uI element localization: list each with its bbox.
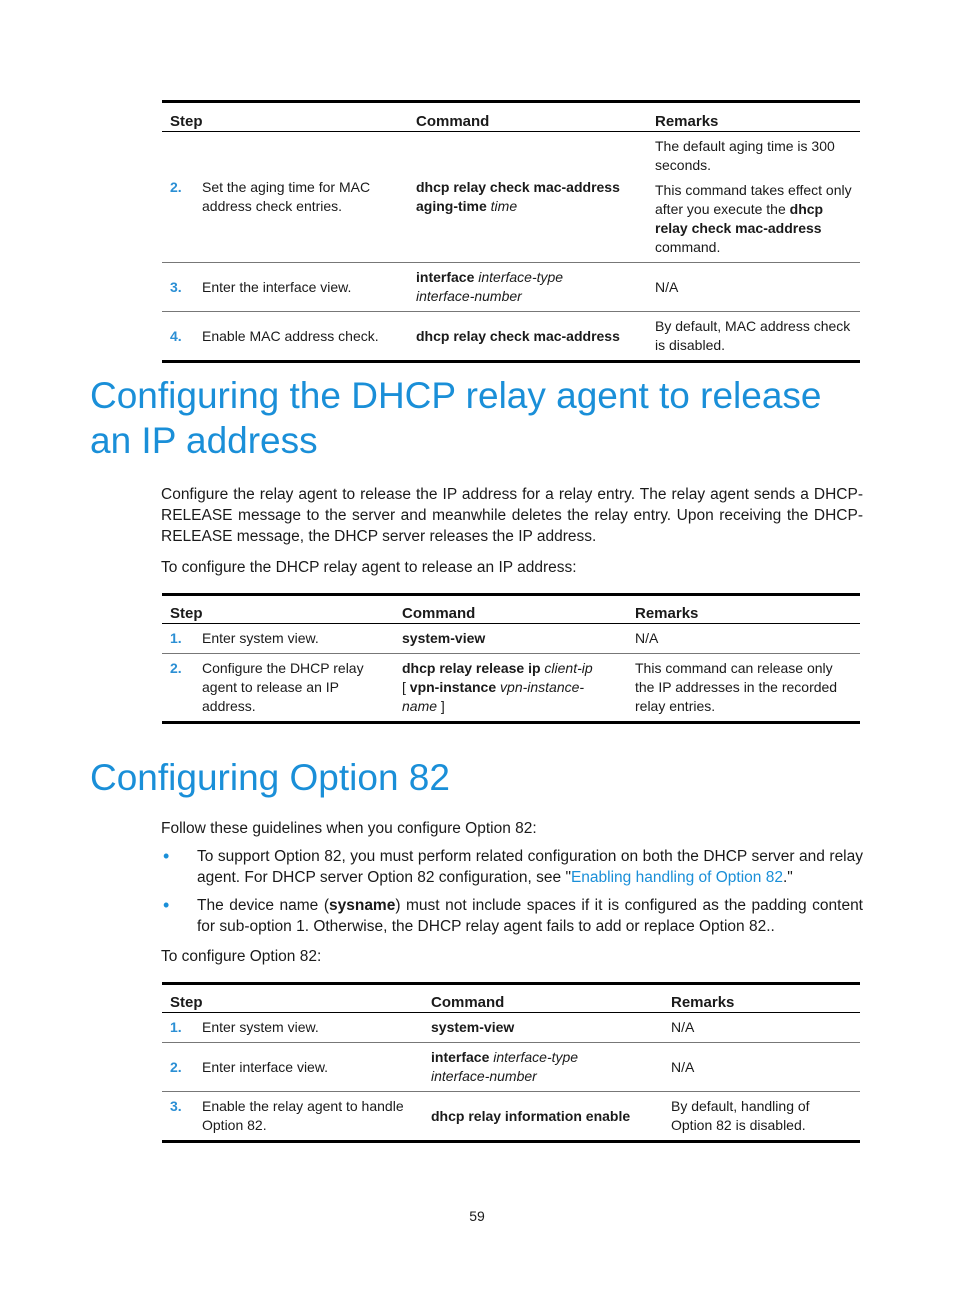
aging-time-table [162,100,860,363]
header-command: Command [402,605,476,622]
step-number: 1. [170,630,182,646]
header-step: Step [170,605,203,622]
header-remarks: Remarks [655,113,719,130]
command-cell: interface interface-type interface-number [431,1049,579,1084]
command-cell: dhcp relay check mac-address aging-time time [416,179,620,214]
list-item: • To support Option 82, you must perform related configuration on both the DHCP server and relay agent. For DHCP server Option 82 configuration, see "Enabling handling of Option 82." [163,846,863,886]
table-row [162,1013,860,1043]
option82-table [162,982,860,1143]
remarks-cell: N/A [671,1058,695,1075]
release-intro: To configure the DHCP relay agent to release an IP address: [161,559,577,576]
list-item: • The device name (sysname) must not include spaces if it is configured as the padding content for sub-option 1. Otherwise, the DHCP relay agent fails to add or replace Option 82.. [163,895,863,935]
step-text: Enable the relay agent to handle Option 82. [202,1098,404,1133]
header-remarks: Remarks [635,605,699,622]
remarks-cell: N/A [635,630,659,646]
remarks-cell: The default aging time is 300 seconds. This command takes effect only after you execute the dhcp relay check mac-address command. [655,138,852,255]
remarks-cell: This command can release only the IP addresses in the recorded relay entries. [635,660,838,714]
section-title-option82: Configuring Option 82 [90,757,450,798]
step-number: 1. [170,1019,182,1035]
table-row [162,1092,860,1142]
bullet-icon: • [163,846,170,866]
command-cell: system-view [431,1019,515,1035]
table-row [162,1043,860,1092]
step-number: 3. [170,278,182,295]
remarks-cell: By default, handling of Option 82 is disabled. [671,1098,810,1133]
command-cell: dhcp relay information enable [431,1107,631,1124]
table-row [162,624,860,654]
table-row [162,312,860,362]
step-text: Enter system view. [202,630,319,646]
step-number: 2. [170,660,182,676]
command-cell: dhcp relay check mac-address [416,327,620,344]
command-cell: interface interface-type interface-number [416,269,564,304]
step-number: 2. [170,1058,182,1075]
command-cell: system-view [402,630,486,646]
remarks-cell: By default, MAC address check is disabled. [655,318,851,353]
release-ip-table [162,593,860,724]
remarks-cell: N/A [655,278,679,295]
header-step: Step [170,994,203,1011]
header-remarks: Remarks [671,994,735,1011]
guideline-list [161,846,863,944]
header-command: Command [416,113,490,130]
step-text: Set the aging time for MAC address check entries. [202,179,371,214]
step-text: Enter system view. [202,1019,319,1035]
option82-outro: To configure Option 82: [161,948,322,965]
remarks-cell: N/A [671,1019,695,1035]
table-row [162,132,860,263]
bullet-icon: • [163,895,170,915]
step-text: Enter interface view. [202,1058,329,1075]
step-text: Enable MAC address check. [202,327,379,344]
table-row [162,654,860,723]
option82-intro: Follow these guidelines when you configure Option 82: [161,820,537,837]
page-number: 59 [469,1208,485,1224]
section-title-release-ip: Configuring the DHCP relay agent to release an IP address [90,375,822,461]
step-number: 4. [170,327,182,344]
option82-link[interactable]: Enabling handling of Option 82 [570,869,783,886]
step-text: Enter the interface view. [202,278,352,295]
step-number: 3. [170,1098,182,1114]
step-text: Configure the DHCP relay agent to release an IP address. [202,660,364,714]
command-cell: dhcp relay release ip client-ip [ vpn-instance vpn-instance-name ] [402,660,593,714]
header-command: Command [431,994,505,1011]
header-step: Step [170,113,203,130]
release-description: Configure the relay agent to release the IP address for a relay entry. The relay agent sends a DHCP-RELEASE message to the server and meanwhile deletes the relay entry. Upon receiving the DHCP-RELEASE message, the DHCP server releases the IP address. [161,486,863,545]
step-number: 2. [170,179,182,195]
table-row [162,263,860,312]
